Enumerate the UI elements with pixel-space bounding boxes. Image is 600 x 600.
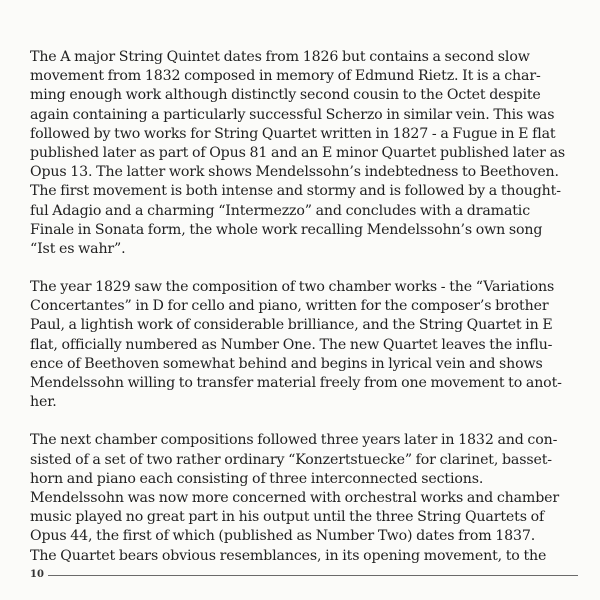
text-line: The A major String Quintet dates from 1826 but contains a second slow (30, 49, 530, 65)
text-line: The year 1829 saw the composition of two chamber works - the “Variations (30, 279, 555, 296)
page-number: 10 (30, 569, 44, 580)
text-line: movement from 1832 composed in memory of Edmund Rietz. It is a char- (30, 68, 541, 85)
page-footer (30, 567, 578, 587)
text-line: Mendelssohn willing to transfer material freely from one movement to anot- (30, 375, 562, 391)
text-line: followed by two works for String Quartet written in 1827 - a Fugue in E flat (30, 125, 556, 142)
paragraph (30, 431, 578, 565)
text-line: music played no great part in his output until the three String Quartets of (30, 509, 545, 526)
text-line: Concertantes” in D for cello and piano, written for the composer’s brother (30, 298, 549, 315)
text-line: The next chamber compositions followed three years later in 1832 and con- (30, 432, 558, 449)
text-line: ming enough work although distinctly second cousin to the Octet despite (30, 87, 541, 104)
text-line: again containing a particularly successful Scherzo in similar vein. This was (30, 106, 555, 123)
text-line: her. (30, 394, 57, 411)
paragraph-gap (30, 412, 578, 431)
paragraph (30, 278, 578, 412)
text-line: Opus 13. The latter work shows Mendelssohn’s indebtedness to Beethoven. (30, 164, 559, 181)
footer-rule (48, 575, 578, 576)
text-line: horn and piano each consisting of three interconnected sections. (30, 470, 484, 487)
paragraph-gap (30, 259, 578, 278)
text-line: ful Adagio and a charming “Intermezzo” and concludes with a dramatic (30, 202, 530, 219)
text-line: Finale in Sonata form, the whole work recalling Mendelssohn’s own song (30, 221, 543, 238)
text-line: The Quartet bears obvious resemblances, in its opening movement, to the (30, 547, 547, 564)
text-line: ence of Beethoven somewhat behind and begins in lyrical vein and shows (30, 355, 543, 372)
body-text (30, 48, 578, 566)
text-line: “Ist es wahr”. (30, 240, 126, 257)
text-line: sisted of a set of two rather ordinary “Konzertstuecke” for clarinet, basset- (30, 451, 552, 468)
text-line: The first movement is both intense and stormy and is followed by a thought- (30, 183, 561, 200)
text-line: Mendelssohn was now more concerned with orchestral works and chamber (30, 489, 560, 506)
text-line: flat, officially numbered as Number One. The new Quartet leaves the influ- (30, 336, 553, 353)
paragraph (30, 48, 578, 259)
text-line: published later as part of Opus 81 and an E minor Quartet published later as (30, 144, 566, 161)
text-line: Opus 44, the first of which (published as Number Two) dates from 1837. (30, 528, 536, 545)
text-line: Paul, a lightish work of considerable brilliance, and the String Quartet in E (30, 317, 553, 334)
